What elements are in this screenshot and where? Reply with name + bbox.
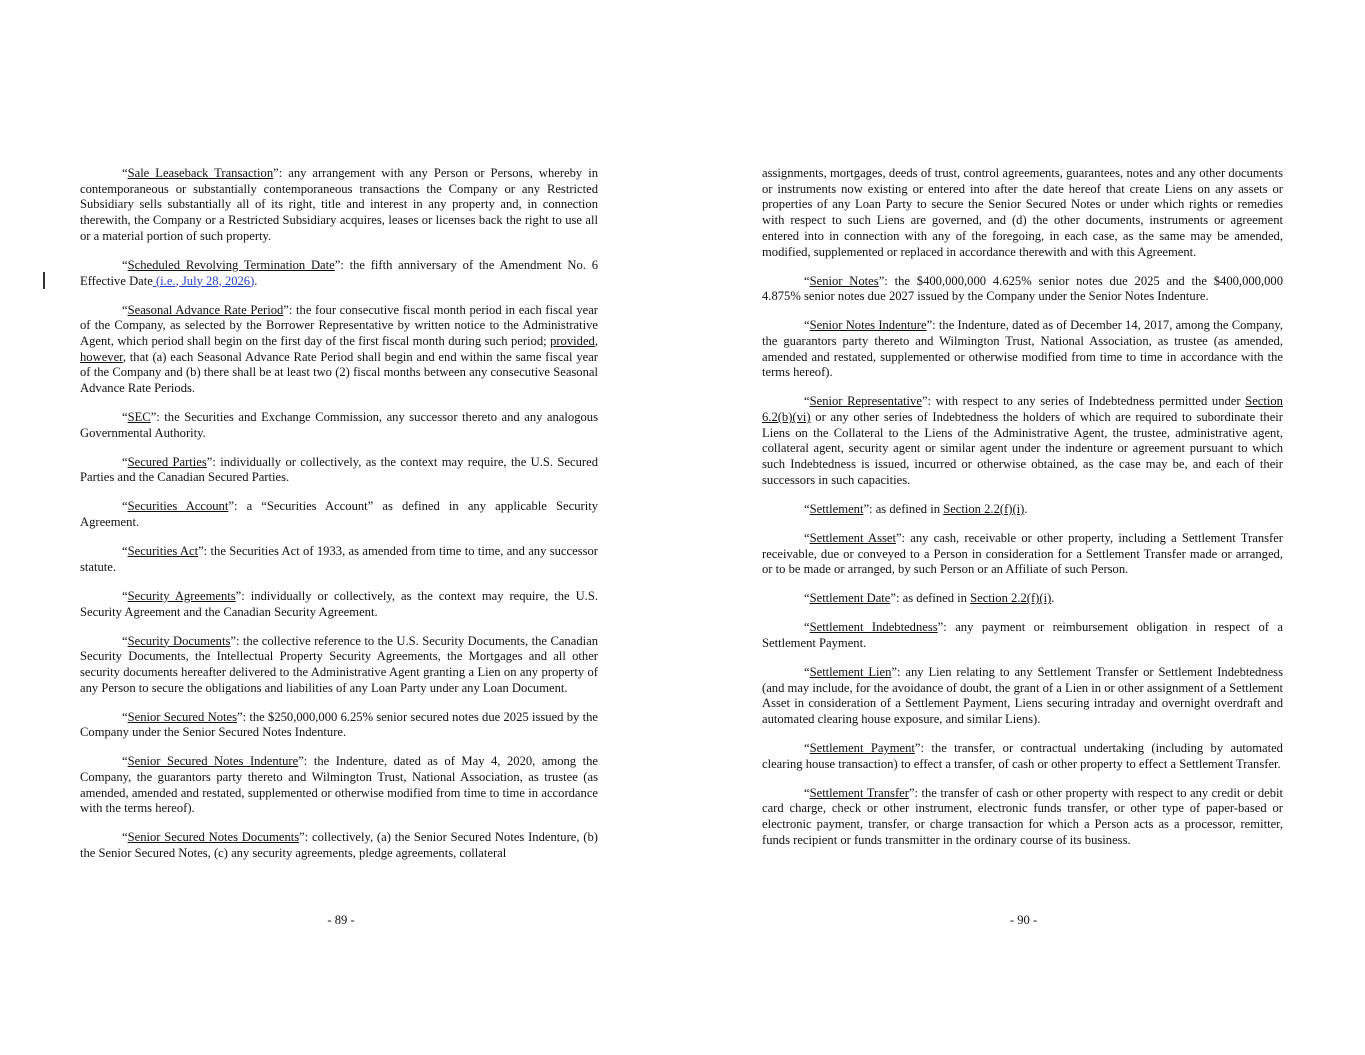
definition-settlement: “Settlement”: as defined in Section 2.2(f)(i). [804, 501, 1028, 516]
definition-settlement-lien: “Settlement Lien”: any Lien relating to any Settlement Transfer or Settlement Indebtedness (and may include, for the avoidance of doubt, the grant of a Lien in or other assignment of a Settlement Asset in consideration of a Settlement Payment, Liens securing intraday and overnight overdraft and automated clearing house exposure, and similar Liens). [762, 664, 1283, 727]
left-page-body [80, 166, 598, 875]
defined-term: Senior Secured Notes [127, 709, 237, 724]
definition-scheduled-revolving-termination-date: “Scheduled Revolving Termination Date”: the fifth anniversary of the Amendment No. 6 Effective Date (i.e., July 28, 2026). [80, 257, 598, 288]
page-number: - 90 - [1009, 913, 1038, 927]
definition-senior-secured-notes-indenture: “Senior Secured Notes Indenture”: the Indenture, dated as of May 4, 2020, among the Company, the guarantors party thereto and Wilmington Trust, National Association, as trustee (as amended, amended and restated, supplemented or otherwise modified from time to time in accordance with the terms hereof). [80, 754, 598, 816]
definition-securities-act: “Securities Act”: the Securities Act of 1933, as amended from time to time, and any successor statute. [80, 544, 598, 574]
definition-seasonal-advance-rate-period: “Seasonal Advance Rate Period”: the four consecutive fiscal month period in each fiscal year of the Company, as selected by the Borrower Representative by written notice to the Administrative Agent, which period shall begin on the first day of the first fiscal month during such period; provided, however, that (a) each Seasonal Advance Rate Period shall begin and end within the same fiscal year of the Company and (b) there shall be at least two (2) fiscal months between any consecutive Seasonal Advance Rate Periods. [80, 302, 598, 396]
definition-settlement-payment: “Settlement Payment”: the transfer, or contractual undertaking (including by automated clearing house transaction) to effect a transfer, of cash or other property to effect a Settlement Transfer. [762, 741, 1283, 771]
inserted-date-link[interactable]: (i.e., July 28, 2026) [152, 273, 255, 288]
right-page [682, 0, 1365, 1055]
defined-term: SEC [127, 410, 151, 425]
defined-term: Settlement Lien [809, 664, 892, 679]
definition-senior-secured-notes-documents: “Senior Secured Notes Documents”: collectively, (a) the Senior Secured Notes Indenture, (b) the Senior Secured Notes, (c) any security agreements, pledge agreements, collateral [80, 830, 598, 861]
defined-term: Senior Representative [809, 394, 922, 409]
defined-term: Security Documents [127, 633, 231, 648]
section-reference: Section 6.2(b)(vi) [762, 394, 1283, 425]
revision-change-bar [43, 272, 45, 289]
defined-term: Secured Parties [127, 454, 207, 469]
defined-term: Senior Notes [809, 273, 879, 288]
defined-term: Settlement Date [809, 591, 891, 606]
defined-term: Scheduled Revolving Termination Date [127, 257, 335, 272]
section-reference: Section 2.2(f)(i) [970, 591, 1052, 606]
definition-settlement-indebtedness: “Settlement Indebtedness”: any payment or reimbursement obligation in respect of a Settlement Payment. [762, 620, 1283, 650]
defined-term: Senior Secured Notes Documents [127, 830, 300, 845]
definition-sec: “SEC”: the Securities and Exchange Commission, any successor thereto and any analogous Governmental Authority. [80, 410, 598, 440]
defined-term: Sale Leaseback Transaction [127, 166, 274, 180]
left-page [0, 0, 682, 1055]
definition-settlement-date: “Settlement Date”: as defined in Section 2.2(f)(i). [804, 591, 1055, 606]
definition-settlement-transfer: “Settlement Transfer”: the transfer of cash or other property with respect to any credit or debit card charge, check or other instrument, electronic funds transfer, or other type of paper-based or electronic payment, transfer, or charge transaction for which a Person acts as a processor, remitter, funds recipient or funds transmitter in the ordinary course of its business. [762, 785, 1283, 847]
defined-term: Settlement Indebtedness [809, 620, 938, 635]
defined-term: Senior Notes Indenture [809, 318, 927, 333]
definition-securities-account: “Securities Account”: a “Securities Account” as defined in any applicable Security Agreement. [80, 499, 598, 530]
definition-senior-secured-notes: “Senior Secured Notes”: the $250,000,000 6.25% senior secured notes due 2025 issued by the Company under the Senior Secured Notes Indenture. [80, 709, 598, 740]
page-number: - 89 - [327, 913, 355, 927]
defined-term: Settlement Asset [809, 530, 896, 545]
defined-term: Settlement [809, 501, 864, 516]
defined-term: Securities Account [127, 499, 229, 514]
definition-settlement-asset: “Settlement Asset”: any cash, receivable or other property, including a Settlement Transfer receivable, due or conveyed to a Person in consideration for a Settlement Transfer made or arranged, or to be made or arranged, by such Person or an Affiliate of such Person. [762, 530, 1283, 577]
definition-secured-parties: “Secured Parties”: individually or collectively, as the context may require, the U.S. Secured Parties and the Canadian Secured Parties. [80, 454, 598, 485]
definition-senior-representative: “Senior Representative”: with respect to any series of Indebtedness permitted under Section 6.2(b)(vi) or any other series of Indebtedness the holders of which are required to subordinate their Liens on the Collateral to the Liens of the Administrative Agent, the trustee, administrative agent, collateral agent, security agent or similar agent under the indenture or agreement pursuant to which such Indebtedness is issued, incurred or otherwise obtained, as the case may be, and each of their successors in such capacities. [762, 394, 1283, 487]
definition-security-documents: “Security Documents”: the collective reference to the U.S. Security Documents, the Canadian Security Documents, the Intellectual Property Security Agreements, the Mortgages and all other security documents hereafter delivered to the Administrative Agent granting a Lien on any property of any Person to secure the obligations and liabilities of any Loan Party under any Loan Document. [80, 633, 599, 695]
defined-term: Settlement Payment [809, 741, 915, 756]
defined-term: Securities Act [127, 544, 199, 559]
defined-term: Settlement Transfer [809, 785, 909, 800]
defined-term: Security Agreements [127, 588, 236, 603]
defined-term: Senior Secured Notes Indenture [127, 754, 299, 769]
definition-senior-notes-indenture: “Senior Notes Indenture”: the Indenture, dated as of December 14, 2017, among the Company, the guarantors party thereto and Wilmington Trust, National Association, as trustee (as amended, amended and restated, supplemented or otherwise modified from time to time in accordance with the terms hereof). [762, 318, 1284, 380]
underlined-word: however [80, 349, 123, 364]
continued-paragraph: assignments, mortgages, deeds of trust, control agreements, guarantees, notes and any other documents or instruments now existing or entered into after the date hereof that create Liens on any assets or properties of any Loan Party to secure the Senior Secured Notes or under which rights or remedies with respect to such Liens are governed, and (d) the other documents, instruments or agreement entered into in connection with any of the foregoing, in each case, as the same may be amended, modified, supplemented or replaced in accordance therewith and with this Agreement. [762, 166, 1283, 259]
definition-security-agreements: “Security Agreements”: individually or collectively, as the context may require, the U.S. Security Agreement and the Canadian Security Agreement. [80, 588, 598, 619]
definition-senior-notes: “Senior Notes”: the $400,000,000 4.625% senior notes due 2025 and the $400,000,000 4.875% senior notes due 2027 issued by the Company under the Senior Notes Indenture. [762, 273, 1283, 304]
underlined-word: provided [550, 333, 595, 348]
right-page-body [762, 166, 1283, 862]
section-reference: Section 2.2(f)(i) [943, 501, 1025, 516]
defined-term: Seasonal Advance Rate Period [127, 302, 284, 317]
definition-sale-leaseback-transaction: “Sale Leaseback Transaction”: any arrangement with any Person or Persons, whereby in contemporaneous or substantially contemporaneous transactions the Company or any Restricted Subsidiary sells substantially all of its right, title and interest in any property and, in connection therewith, the Company or a Restricted Subsidiary acquires, leases or licenses back the right to use all or a material portion of such property. [80, 166, 599, 243]
